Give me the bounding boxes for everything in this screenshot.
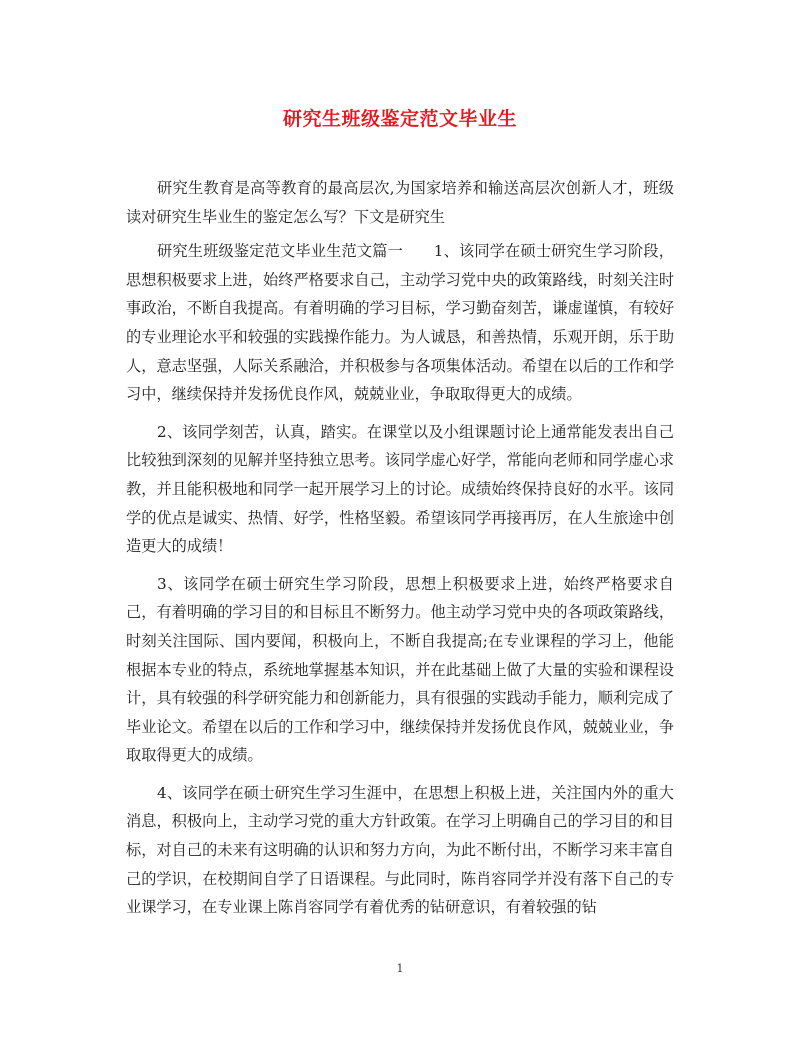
document-body (126, 174, 674, 931)
paragraph-3: 3、该同学在硕士研究生学习阶段，思想上积极要求上进，始终严格要求自己，有着明确的学习目的和目标且不断努力。他主动学习党中央的各项政策路线，时刻关注国际、国内要闻，积极向上，不断自我提高;在专业课程的学习上，他能根据本专业的特点，系统地掌握基本知识，并在此基础上做了大量的实验和课程设计，具有较强的科学研究能力和创新能力，具有很强的实践动手能力，顺利完成了毕业论文。希望在以后的工作和学习中，继续保持并发扬优良作风，兢兢业业，争取取得更大的成绩。 (126, 574, 674, 765)
paragraph-4: 4、该同学在硕士研究生学习生涯中，在思想上积极上进，关注国内外的重大消息，积极向上，主动学习党的重大方针政策。在学习上明确自己的学习目的和目标，对自己的未来有这明确的认识和努力方向，为此不断付出，不断学习来丰富自己的学识，在校期间自学了日语课程。与此同时，陈肖容同学并没有落下自己的专业课学习，在专业课上陈肖容同学有着优秀的钻研意识，有着较强的钻 (126, 783, 674, 917)
paragraph-intro: 研究生教育是高等教育的最高层次,为国家培养和输送高层次创新人才，班级读对研究生毕业生的鉴定怎么写？下文是研究生 (126, 179, 674, 226)
page-number: 1 (396, 962, 404, 975)
paragraph-2: 2、该同学刻苦，认真，踏实。在课堂以及小组课题讨论上通常能发表出自己比较独到深刻的见解并坚持独立思考。该同学虚心好学，常能向老师和同学虚心求教，并且能积极地和同学一起开展学习上的讨论。成绩始终保持良好的水平。该同学的优点是诚实、热情、好学，性格坚毅。希望该同学再接再厉，在人生旅途中创造更大的成绩！ (126, 422, 674, 556)
document-title: 研究生班级鉴定范文毕业生 (282, 108, 517, 130)
paragraph-1: 研究生班级鉴定范文毕业生范文篇一 1、该同学在硕士研究生学习阶段，思想积极要求上进，始终严格要求自己，主动学习党中央的政策路线，时刻关注时事政治，不断自我提高。有着明确的学习目标，学习勤奋刻苦，谦虚谨慎，有较好的专业理论水平和较强的实践操作能力。为人诚恳，和善热情，乐观开朗，乐于助人，意志坚强，人际关系融洽，并积极参与各项集体活动。希望在以后的工作和学习中，继续保持并发扬优良作风，兢兢业业，争取取得更大的成绩。 (126, 242, 674, 404)
